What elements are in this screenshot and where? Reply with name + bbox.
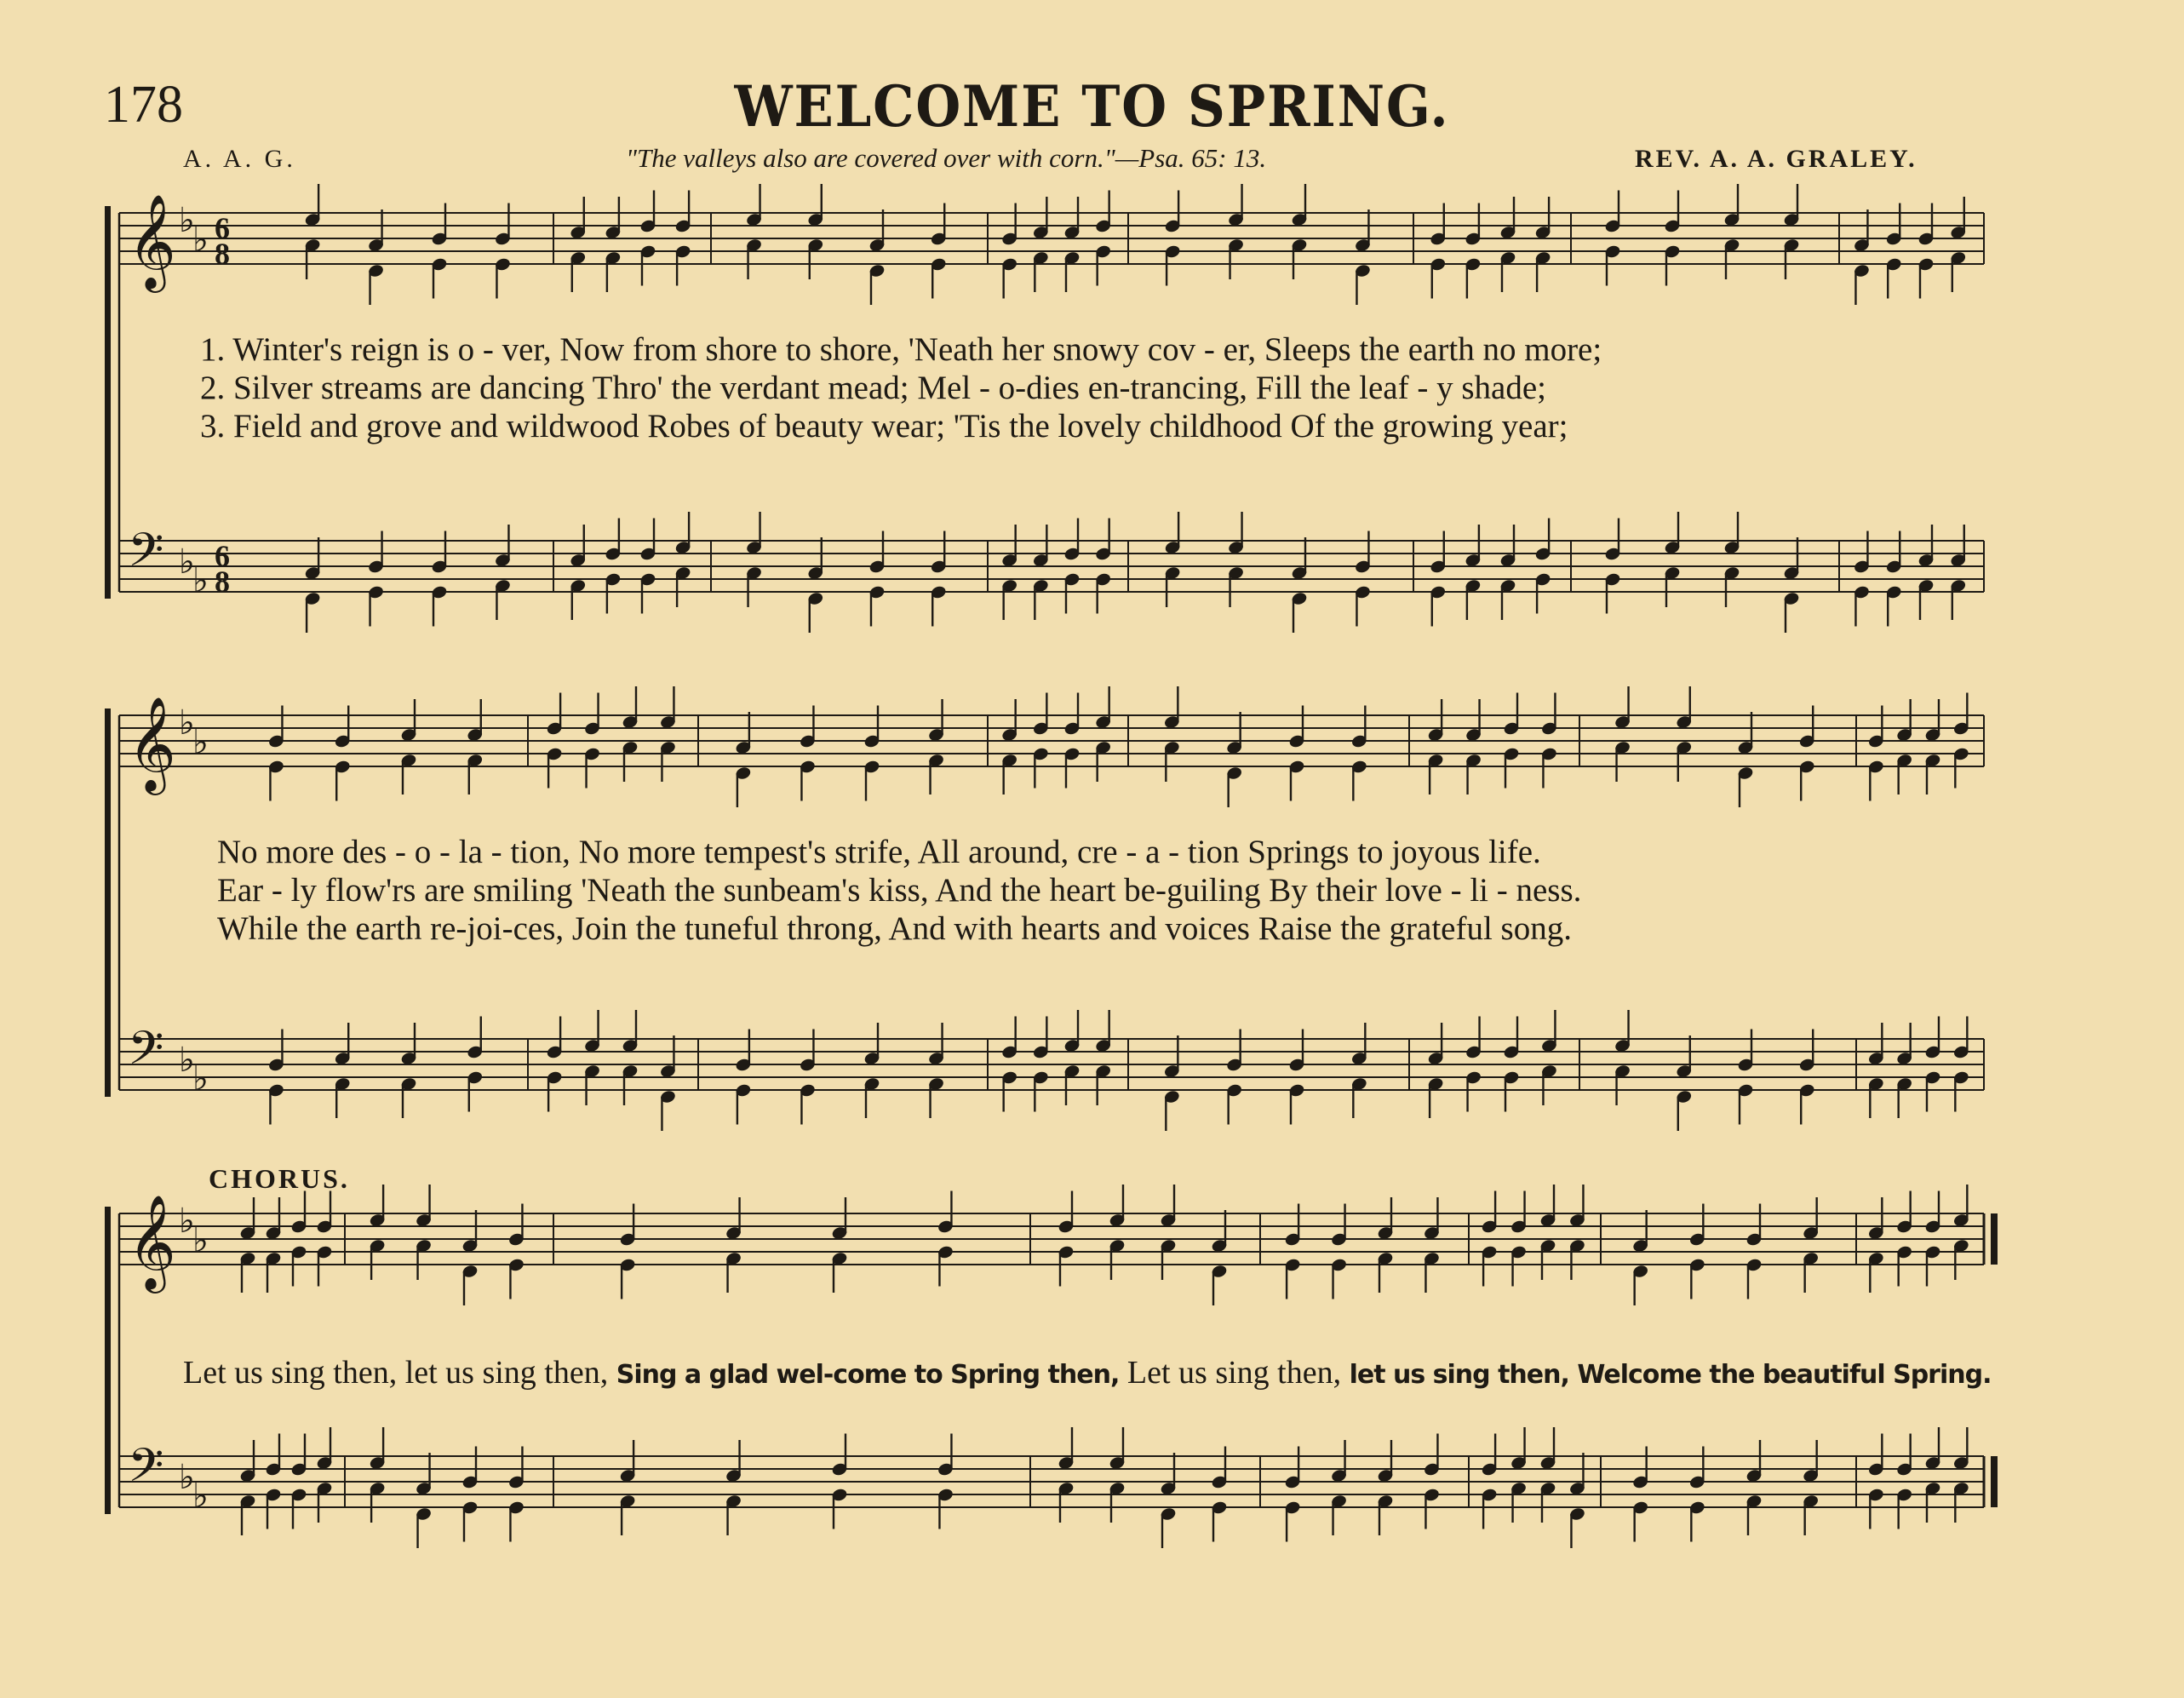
system-brace-bar bbox=[105, 1207, 111, 1514]
chorus-lyric-part-3: Let us sing then, bbox=[1126, 1355, 1342, 1391]
chorus-lyric-part-4: let us sing then, Welcome the beautiful Spring. bbox=[1349, 1360, 1992, 1390]
time-signature-digit: 6 bbox=[215, 539, 230, 573]
bass-clef-icon: 𝄢 bbox=[128, 1438, 164, 1504]
system-brace-bar bbox=[105, 206, 111, 599]
bass-clef-icon: 𝄢 bbox=[128, 523, 164, 588]
time-signature-digit: 6 bbox=[215, 211, 230, 245]
flat-sign-icon: ♭ bbox=[192, 723, 209, 761]
composer-credit: REV. A. A. GRALEY. bbox=[1635, 145, 1917, 173]
flat-sign-icon: ♭ bbox=[192, 1059, 209, 1098]
flat-sign-icon: ♭ bbox=[179, 703, 195, 742]
flat-sign-icon: ♭ bbox=[179, 1202, 195, 1240]
final-barline bbox=[1991, 1456, 1998, 1507]
page-number: 178 bbox=[104, 76, 183, 134]
treble-clef-icon: 𝄞 bbox=[128, 193, 176, 289]
chorus-lyric-part-2: Sing a glad wel-come to Spring then, bbox=[616, 1360, 1120, 1390]
treble-clef-icon: 𝄞 bbox=[128, 696, 176, 791]
time-signature-digit: 8 bbox=[215, 565, 230, 599]
verse-3-line-2: While the earth re-joi-ces, Join the tuneful throng, And with hearts and voices Raise the grateful song. bbox=[217, 910, 1572, 947]
flat-sign-icon: ♭ bbox=[192, 561, 209, 599]
chorus-lyrics bbox=[183, 1354, 1991, 1391]
flat-sign-icon: ♭ bbox=[192, 221, 209, 259]
verse-3-line-1: 3. Field and grove and wildwood Robes of beauty wear; 'Tis the lovely childhood Of the growing year; bbox=[200, 408, 1568, 445]
system-brace-bar bbox=[105, 708, 111, 1097]
flat-sign-icon: ♭ bbox=[192, 1477, 209, 1515]
time-signature-digit: 8 bbox=[215, 237, 230, 271]
treble-clef-icon: 𝄞 bbox=[128, 1194, 176, 1289]
flat-sign-icon: ♭ bbox=[179, 1041, 195, 1079]
verse-1-line-1: 1. Winter's reign is o - ver, Now from shore to shore, 'Neath her snowy cov - er, Sleeps the earth no more; bbox=[200, 331, 1602, 368]
verse-1-line-2: No more des - o - la - tion, No more tempest's strife, All around, cre - a - tion Springs to joyous life. bbox=[217, 834, 1541, 870]
verse-2-line-2: Ear - ly flow'rs are smiling 'Neath the sunbeam's kiss, And the heart be-guiling By their love - li - ness. bbox=[217, 872, 1582, 909]
flat-sign-icon: ♭ bbox=[179, 201, 195, 239]
verse-2-line-1: 2. Silver streams are dancing Thro' the verdant mead; Mel - o-dies en-trancing, Fill the leaf - y shade; bbox=[200, 370, 1546, 406]
flat-sign-icon: ♭ bbox=[179, 1458, 195, 1496]
lyricist-initials: A. A. G. bbox=[183, 145, 296, 173]
flat-sign-icon: ♭ bbox=[192, 1221, 209, 1259]
scripture-epigraph: "The valleys also are covered over with corn."—Psa. 65: 13. bbox=[626, 143, 1267, 173]
hymn-title: WELCOME TO SPRING. bbox=[734, 73, 1450, 140]
chorus-label: CHORUS. bbox=[209, 1163, 350, 1194]
chorus-lyric-part-1: Let us sing then, let us sing then, bbox=[183, 1355, 609, 1391]
flat-sign-icon: ♭ bbox=[179, 542, 195, 581]
final-barline bbox=[1991, 1213, 1998, 1265]
bass-clef-icon: 𝄢 bbox=[128, 1021, 164, 1087]
